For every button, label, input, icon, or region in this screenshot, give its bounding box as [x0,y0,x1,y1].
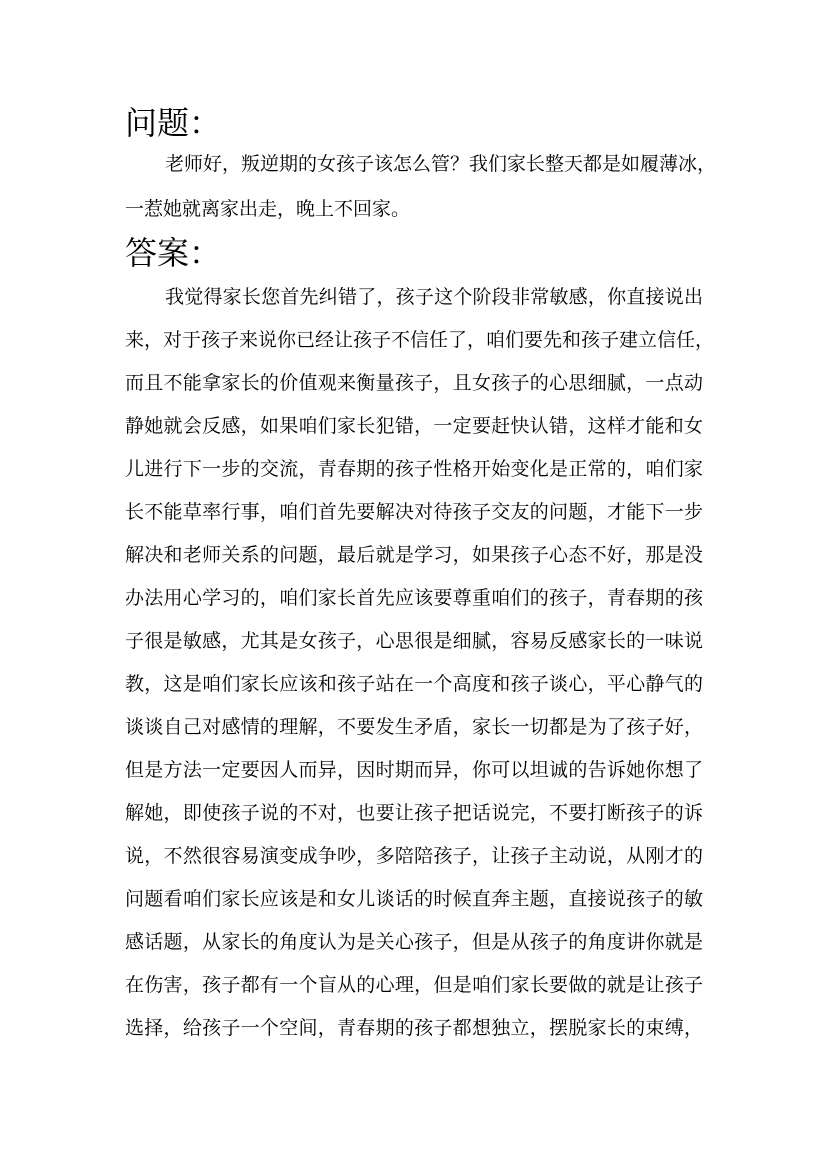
answer-line: 在伤害，孩子都有一个盲从的心理，但是咱们家长要做的就是让孩子 [125,974,703,996]
answer-line: 解她，即使孩子说的不对，也要让孩子把话说完，不要打断孩子的诉 [125,802,703,824]
question-heading: 问题： [125,104,222,142]
answer-line: 但是方法一定要因人而异，因时期而异，你可以坦诚的告诉她你想了 [125,759,703,781]
answer-line: 问题看咱们家长应该是和女儿谈话的时候直奔主题，直接说孩子的敏 [125,888,703,910]
answer-heading: 答案： [125,234,222,272]
answer-line: 办法用心学习的，咱们家长首先应该要尊重咱们的孩子，青春期的孩 [125,587,703,609]
answer-line: 长不能草率行事，咱们首先要解决对待孩子交友的问题，才能下一步 [125,501,703,523]
answer-line: 解决和老师关系的问题，最后就是学习，如果孩子心态不好，那是没 [125,544,703,566]
answer-line: 儿进行下一步的交流，青春期的孩子性格开始变化是正常的，咱们家 [125,458,703,480]
answer-line: 谈谈自己对感情的理解，不要发生矛盾，家长一切都是为了孩子好， [125,716,703,738]
answer-line: 静她就会反感，如果咱们家长犯错，一定要赶快认错，这样才能和女 [125,415,703,437]
answer-line: 说，不然很容易演变成争吵，多陪陪孩子，让孩子主动说，从刚才的 [125,845,703,867]
answer-line: 而且不能拿家长的价值观来衡量孩子，且女孩子的心思细腻，一点动 [125,372,703,394]
answer-line: 子很是敏感，尤其是女孩子，心思很是细腻，容易反感家长的一味说 [125,630,703,652]
answer-line: 教，这是咱们家长应该和孩子站在一个高度和孩子谈心，平心静气的 [125,673,703,695]
answer-line: 感话题，从家长的角度认为是关心孩子，但是从孩子的角度讲你就是 [125,931,703,953]
question-line: 老师好，叛逆期的女孩子该怎么管？我们家长整天都是如履薄冰， [165,153,717,175]
answer-line: 选择，给孩子一个空间，青春期的孩子都想独立，摆脱家长的束缚， [125,1017,703,1039]
answer-line: 来，对于孩子来说你已经让孩子不信任了，咱们要先和孩子建立信任， [125,329,715,351]
answer-line: 我觉得家长您首先纠错了，孩子这个阶段非常敏感，你直接说出 [165,286,703,308]
question-line: 一惹她就离家出走，晚上不回家。 [125,198,411,220]
